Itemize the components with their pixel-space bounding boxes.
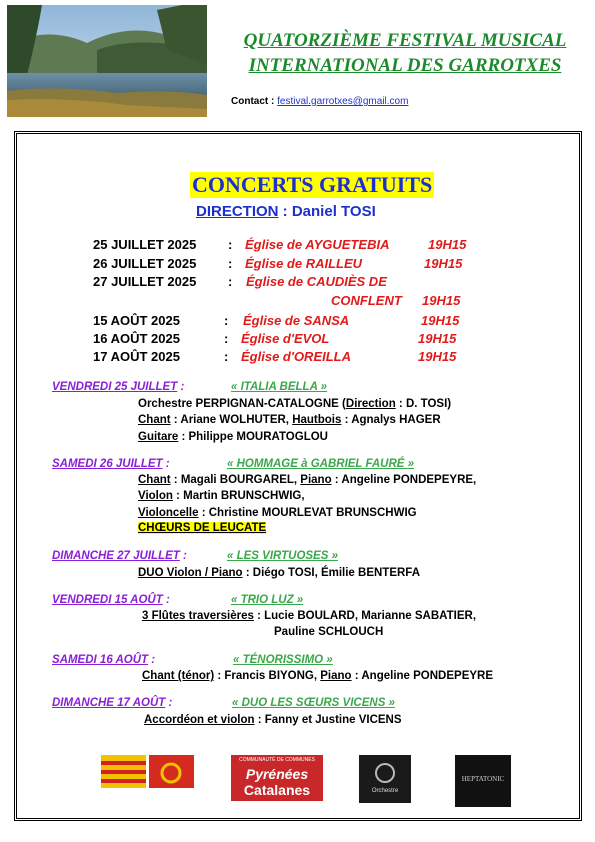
program-line: [138, 522, 266, 534]
program-show-title: [231, 381, 327, 393]
text: : D. TOSI): [395, 398, 452, 410]
role-label: Piano: [320, 670, 352, 682]
program-colon: :: [177, 381, 185, 393]
orchestre-emblem-icon: [375, 763, 395, 783]
text: : Christine MOURLEVAT BRUNSCHWIG: [198, 507, 417, 519]
text: : Ariane WOLHUTER,: [170, 414, 293, 426]
schedule-sep: :: [224, 349, 229, 364]
text: : Fanny et Justine VICENS: [254, 714, 402, 726]
pyrenees-orientales-logo: [101, 755, 146, 800]
program-day: SAMEDI 16 AOÛT: [52, 654, 149, 666]
schedule-date: 25 JUILLET 2025: [93, 237, 197, 252]
text: : Angeline PONDEPEYRE: [351, 670, 494, 682]
schedule-sep: :: [224, 331, 229, 346]
lake-landscape-image: [7, 5, 207, 117]
schedule-date: 27 JUILLET 2025: [93, 274, 197, 289]
schedule-time: 19H15: [428, 237, 467, 252]
schedule-venue: Église de SANSA: [243, 313, 350, 328]
program-day-heading: [52, 697, 172, 709]
schedule-sep: :: [224, 313, 229, 328]
text: : Martin BRUNSCHWIG,: [172, 490, 305, 502]
heptatonic-text: HEPTATONIC: [461, 775, 505, 783]
orchestre-text: Orchestre: [371, 788, 399, 794]
schedule-date: 15 AOÛT 2025: [93, 313, 180, 328]
program-day-heading: [52, 550, 187, 562]
program-line: [138, 398, 451, 410]
program-day-heading: [52, 381, 184, 393]
schedule-time: 19H15: [424, 256, 463, 271]
program-day-heading: [52, 654, 155, 666]
contact-line: [231, 96, 408, 107]
text: : Francis BIYONG,: [214, 670, 321, 682]
text: : Diégo TOSI, Émilie BENTERFA: [242, 567, 421, 579]
program-line: Pauline SCHLOUCH: [274, 626, 384, 638]
program-show-title: [233, 654, 333, 666]
program-line: [144, 714, 402, 726]
role-label: DUO Violon / Piano: [138, 567, 243, 579]
schedule-time: 19H15: [418, 349, 457, 364]
program-show-title: [227, 550, 338, 562]
heptatonic-logo: [455, 755, 511, 807]
text: : Lucie BOULARD, Marianne SABATIER,: [253, 610, 477, 622]
program-show-title: [231, 594, 303, 606]
schedule-venue-cont: CONFLENT: [331, 293, 402, 308]
program-line: [138, 490, 305, 502]
text: : Magali BOURGAREL,: [170, 474, 301, 486]
program-colon: :: [165, 697, 173, 709]
role-label: Chant: [138, 474, 171, 486]
show-title: « TÉNORISSIMO »: [233, 654, 333, 666]
schedule-time: 19H15: [422, 293, 461, 308]
pyrenees-text-1: Pyrénées: [245, 766, 309, 782]
schedule-venue: Église de CAUDIÈS DE: [246, 274, 387, 289]
program-show-title: [227, 458, 414, 470]
program-day: DIMANCHE 27 JUILLET: [52, 550, 180, 562]
text: : Philippe MOURATOGLOU: [178, 431, 328, 443]
text: : Agnalys HAGER: [341, 414, 441, 426]
contact-email-link[interactable]: festival.garrotxes@gmail.com: [277, 96, 409, 107]
occitanie-region-logo: [149, 755, 194, 800]
role-label: Violoncelle: [138, 507, 199, 519]
program-day: VENDREDI 25 JUILLET: [52, 381, 178, 393]
role-label: 3 Flûtes traversières: [142, 610, 254, 622]
schedule-sep: :: [228, 274, 233, 289]
program-colon: :: [162, 594, 170, 606]
pyrenees-catalanes-logo: [231, 755, 323, 801]
director-name: Daniel TOSI: [291, 203, 376, 220]
program-line: [138, 507, 417, 519]
direction-line: [196, 203, 376, 220]
concerts-gratuits-heading: CONCERTS GRATUITS: [192, 172, 433, 197]
program-colon: :: [148, 654, 156, 666]
direction-label: DIRECTION: [196, 203, 279, 220]
role-label: Direction: [345, 398, 396, 410]
schedule-date: 16 AOÛT 2025: [93, 331, 180, 346]
program-line: [138, 474, 476, 486]
schedule-sep: :: [228, 256, 233, 271]
text: Orchestre PERPIGNAN-CATALOGNE (: [138, 398, 346, 410]
show-title: « LES VIRTUOSES »: [227, 550, 338, 562]
role-label: Guitare: [138, 431, 179, 443]
schedule-venue: Église d'EVOL: [241, 331, 330, 346]
program-day-heading: [52, 458, 170, 470]
contact-label: Contact :: [231, 96, 275, 107]
schedule-time: 19H15: [418, 331, 457, 346]
direction-separator: :: [278, 203, 292, 220]
schedule-time: 19H15: [421, 313, 460, 328]
role-label: Accordéon et violon: [144, 714, 255, 726]
orchestre-logo: [359, 755, 411, 803]
role-label: Chant: [138, 414, 171, 426]
text: : Angeline PONDEPEYRE,: [331, 474, 477, 486]
program-day: DIMANCHE 17 AOÛT: [52, 697, 166, 709]
program-day: SAMEDI 26 JUILLET: [52, 458, 163, 470]
pyrenees-text-2: Catalanes: [243, 782, 311, 798]
program-colon: :: [179, 550, 187, 562]
festival-title-line2: INTERNATIONAL DES GARROTXES: [248, 55, 562, 76]
program-day-heading: [52, 594, 170, 606]
program-line: [138, 567, 420, 579]
role-label: Piano: [300, 474, 332, 486]
program-colon: :: [162, 458, 170, 470]
schedule-venue: Église de AYGUETEBIA: [245, 237, 390, 252]
program-line: [142, 670, 493, 682]
schedule-venue: Église de RAILLEU: [245, 256, 363, 271]
choir-highlight: CHŒURS DE LEUCATE: [138, 522, 267, 534]
pyrenees-top-text: COMMUNAUTÉ DE COMMUNES: [239, 757, 315, 763]
festival-title-line1: QUATORZIÈME FESTIVAL MUSICAL: [243, 30, 567, 51]
show-title: « DUO LES SŒURS VICENS »: [232, 697, 395, 709]
program-line: [138, 414, 441, 426]
show-title: « ITALIA BELLA »: [231, 381, 328, 393]
program-line: [138, 431, 328, 443]
header-landscape-photo: [7, 5, 207, 117]
schedule-row: [93, 236, 196, 254]
program-line: [142, 610, 476, 622]
role-label: Hautbois: [292, 414, 342, 426]
schedule-date: 17 AOÛT 2025: [93, 349, 180, 364]
schedule-sep: :: [228, 237, 233, 252]
role-label: Chant (ténor): [142, 670, 215, 682]
schedule-venue: Église d'OREILLA: [241, 349, 351, 364]
role-label: Violon: [138, 490, 173, 502]
program-show-title: [232, 697, 395, 709]
program-day: VENDREDI 15 AOÛT: [52, 594, 163, 606]
schedule-date: 26 JUILLET 2025: [93, 256, 197, 271]
show-title: « HOMMAGE à GABRIEL FAURÉ »: [227, 458, 415, 470]
show-title: « TRIO LUZ »: [231, 594, 304, 606]
